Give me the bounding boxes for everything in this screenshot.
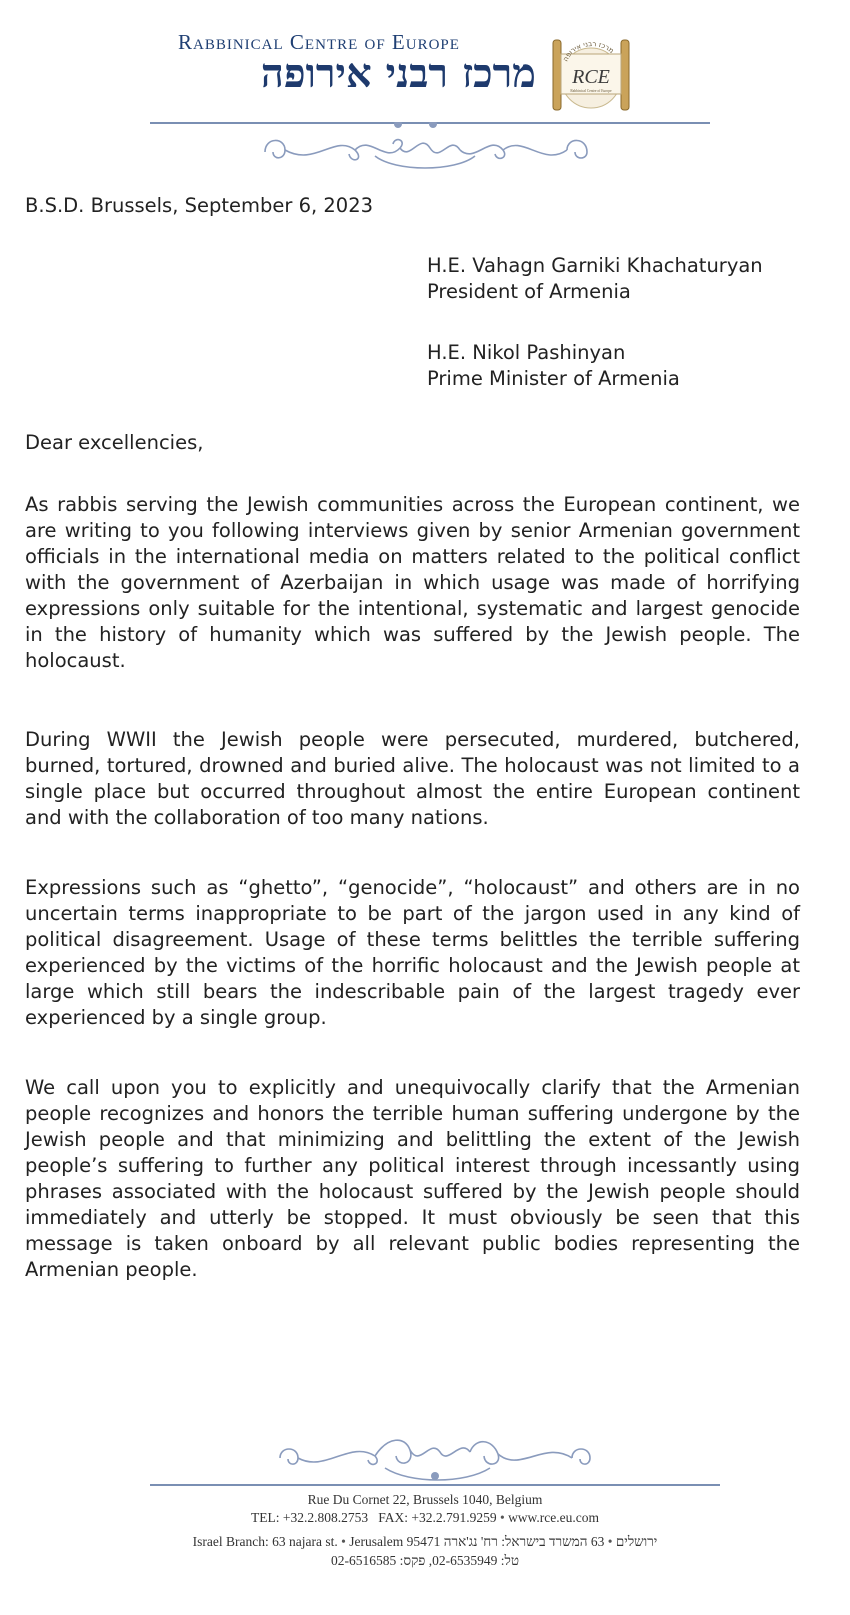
ornament-flourish-bottom <box>270 1428 600 1486</box>
footer-rule <box>150 1484 720 1486</box>
body-paragraph: Expressions such as “ghetto”, “genocide”, “holocaust” and others are in no uncertain terms inappropriate to be part of the jargon used in any kind of political disagreement. Usage of these terms belittles the terrible suffering experienced by the victims of the horrific holocaust and the Jewish people at large which still bears the indescribable pain of the largest tragedy ever experienced by a single group. <box>25 876 800 1029</box>
recipient-name: H.E. Vahagn Garniki Khachaturyan <box>427 254 763 277</box>
israel-city-he: ירושלים <box>615 1534 658 1549</box>
rce-scroll-logo <box>545 28 637 116</box>
letterhead <box>0 0 850 180</box>
letter-dateline: B.S.D. Brussels, September 6, 2023 <box>25 194 374 217</box>
body-paragraph: As rabbis serving the Jewish communities across the European continent, we are writing to you following interviews given by senior Armenian government officials in the international media on matters related to the political conflict with the government of Azerbaijan in which usage was made of horrifying expressions only suitable for the intentional, systematic and largest genocide in the history of humanity which was suffered by the Jewish people. The holocaust. <box>25 493 800 672</box>
recipient-title: President of Armenia <box>427 280 631 303</box>
israel-branch-en: Israel Branch: 63 najara st. <box>192 1534 338 1549</box>
recipient-title: Prime Minister of Armenia <box>427 367 680 390</box>
recipient-name: H.E. Nikol Pashinyan <box>427 341 626 364</box>
org-name-hebrew: מרכז רבני אירופה <box>260 50 536 97</box>
logo-arc-text: מרכז רבני אירופה <box>561 39 616 63</box>
org-name-english: Rabbinical Centre of Europe <box>178 30 460 54</box>
footer-contact-line: TEL: +32.2.808.2753 FAX: +32.2.791.9259 • www.rce.eu.com <box>250 1510 600 1525</box>
body-paragraph: We call upon you to explicitly and unequivocally clarify that the Armenian people recognizes and honors the terrible human suffering undergone by the Jewish people and that minimizing and belittling the extent of the Jewish people’s suffering to further any political interest through incessantly using phrases associated with the holocaust suffered by the Jewish people should immediately and utterly be stopped. It must obviously be seen that this message is taken onboard by all relevant public bodies representing the Armenian people. <box>25 1076 800 1281</box>
recipient-block-prime-minister <box>427 340 827 392</box>
footer-israel-phones: טל: 02-6535949, פקס: 02-6516585 <box>331 1553 519 1568</box>
salutation: Dear excellencies, <box>25 431 204 454</box>
ornament-flourish-top <box>255 122 595 174</box>
logo-rce-text: RCE <box>572 66 610 88</box>
footer-address: Rue Du Cornet 22, Brussels 1040, Belgium <box>307 1492 543 1507</box>
body-paragraph: During WWII the Jewish people were persecuted, murdered, butchered, burned, tortured, drowned and buried alive. The holocaust was not limited to a single place but occurred throughout almost the entire European continent and with the collaboration of too many nations. <box>25 728 800 829</box>
footer-israel-branch-line: Israel Branch: 63 najara st. • Jerusalem 95471 ירושלים • 63 המשרד בישראל: רח' נג'ארה <box>192 1534 658 1549</box>
footer-website-link[interactable]: www.rce.eu.com <box>508 1510 600 1525</box>
scroll-logo-icon <box>545 28 637 116</box>
footer-tel: TEL: +32.2.808.2753 <box>250 1510 369 1525</box>
israel-branch-he: 63 המשרד בישראל: רח' נג'ארה <box>443 1534 605 1549</box>
recipient-block-president <box>427 253 827 305</box>
footer-fax: FAX: +32.2.791.9259 <box>378 1510 497 1525</box>
logo-sub-text: Rabbinical Centre of Europe <box>570 89 612 93</box>
israel-city-en: Jerusalem 95471 <box>349 1534 441 1549</box>
